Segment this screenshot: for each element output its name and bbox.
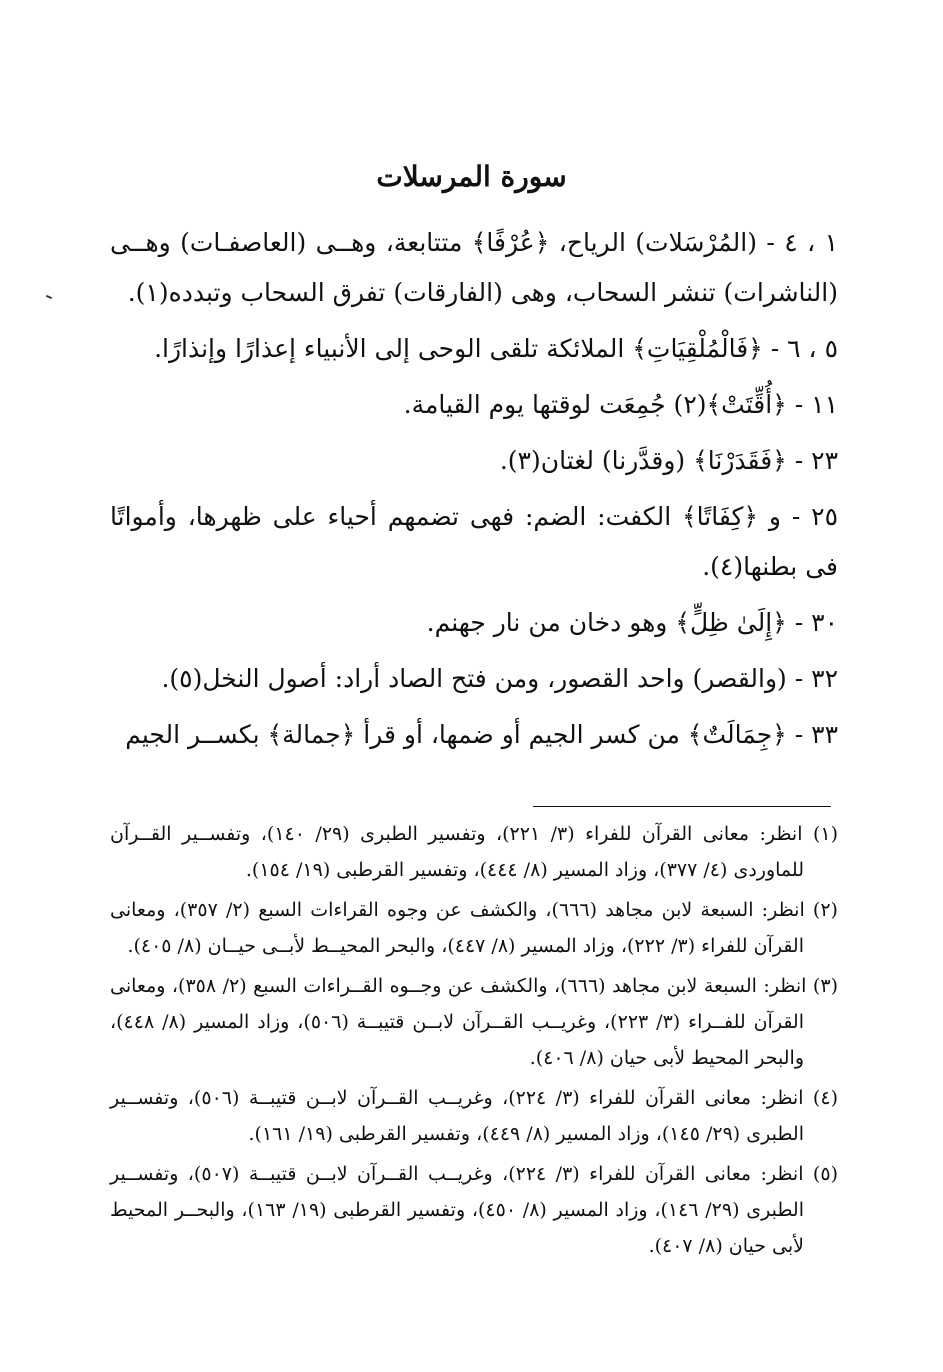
scan-speck [46, 295, 52, 299]
entry-33: ٣٣ - ﴿جِمَالَتٌ﴾ من كسر الجيم أو ضمها، أو قرأ ﴿جمالة﴾ بكســر الجيم [125, 720, 838, 749]
footnote-5: (٥) انظر: معانى القرآن للفراء (٣/ ٢٢٤)، وغريــب القــرآن لابــن قتيبــة (٥٠٧)، وتفســير الطبرى (٢٩/ ١٤٦)، وزاد المسير (٨/ ٤٥٠)، وتفسير القرطبى (١٩/ ١٦٣)، والبحــر المحيط لأبى حيان (٨/ ٤٠٧). [110, 1163, 838, 1257]
entry-5-6: ٥ ، ٦ - ﴿فَالْمُلْقِيَاتِ﴾ الملائكة تلقى الوحى إلى الأنبياء إعذارًا وإنذارًا. [154, 334, 838, 363]
entry-23: ٢٣ - ﴿فَقَدَرْنَا﴾ (وقدَّرنا) لغتان(٣). [499, 446, 838, 475]
entry-11: ١١ - ﴿أُقِّتَتْ﴾(٢) جُمِعَت لوقتها يوم القيامة. [403, 390, 838, 419]
footnote-4: (٤) انظر: معانى القرآن للفراء (٣/ ٢٢٤)، وغريــب القــرآن لابــن قتيبــة (٥٠٦)، وتفســير الطبرى (٢٩/ ١٤٥)، وزاد المسير (٨/ ٤٤٩)، وتفسير القرطبى (١٩/ ١٦١). [110, 1087, 838, 1145]
entry-30: ٣٠ - ﴿إِلَىٰ ظِلٍّ﴾ وهو دخان من نار جهنم. [426, 608, 838, 637]
footnotes [110, 816, 838, 1268]
entry-25: ٢٥ - و ﴿كِفَاتًا﴾ الكفت: الضم: فهى تضمهم أحياء على ظهرها، وأمواتًا فى بطنها(٤). [110, 502, 838, 581]
footnote-3: (٣) انظر: السبعة لابن مجاهد (٦٦٦)، والكشف عن وجــوه القــراءات السبع (٢/ ٣٥٨)، ومعانى القرآن للفــراء (٣/ ٢٢٣)، وغريــب القــرآن لابــن قتيبــة (٥٠٦)، وزاد المسير (٨/ ٤٤٨)، والبحر المحيط لأبى حيان (٨/ ٤٠٦). [110, 975, 838, 1069]
commentary-body [110, 218, 838, 766]
footnote-2: (٢) انظر: السبعة لابن مجاهد (٦٦٦)، والكشف عن وجوه القراءات السبع (٢/ ٣٥٧)، ومعانى القرآن للفراء (٣/ ٢٢٢)، وزاد المسير (٨/ ٤٤٧)، والبحر المحيــط لأبــى حيــان (٨/ ٤٠٥). [110, 899, 838, 957]
surah-title: سورة المرسلات [376, 160, 567, 193]
footnote-1: (١) انظر: معانى القرآن للفراء (٣/ ٢٢١)، وتفسير الطبرى (٢٩/ ١٤٠)، وتفســير القــرآن للماوردى (٤/ ٣٧٧)، وزاد المسير (٨/ ٤٤٤)، وتفسير القرطبى (١٩/ ١٥٤). [110, 823, 838, 881]
entry-32: ٣٢ - (والقصر) واحد القصور، ومن فتح الصاد أراد: أصول النخل(٥). [161, 664, 838, 693]
entry-1-4: ١ ، ٤ - (المُرْسَلات) الرياح، ﴿عُرْفًا﴾ متتابعة، وهــى (العاصفـات) وهــى (الناشرات) تنشر السحاب، وهى (الفارقات) تفرق السحاب وتبدده(١). [110, 228, 838, 307]
footnote-separator [533, 806, 831, 807]
